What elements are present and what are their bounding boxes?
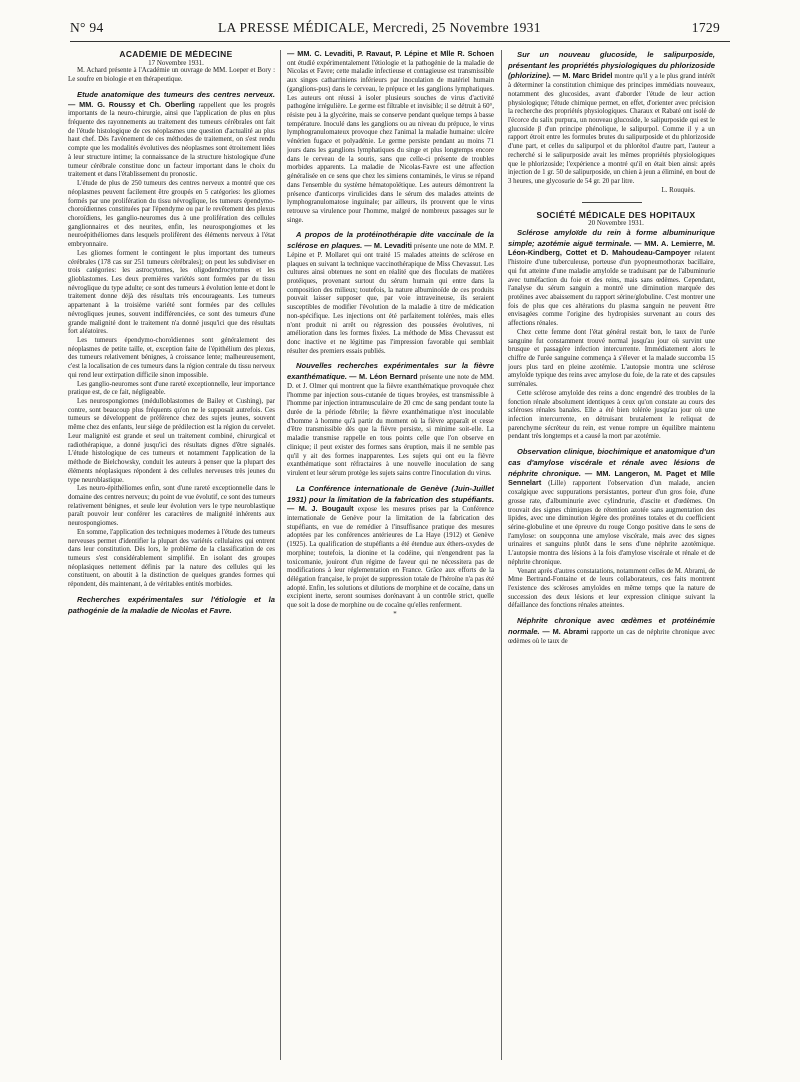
section-title: ACADÉMIE DE MÉDECINE	[119, 50, 233, 59]
article-paragraph	[68, 90, 275, 180]
article-authors: — M. Léon Bernard	[349, 372, 418, 382]
article-title: Etude anatomique des tumeurs des centres nerveux.	[77, 89, 275, 99]
article-paragraph: En somme, l'application des techniques modernes à l'étude des tumeurs nerveuses permet d'identifier la plupart des variétés cellulaires qui entrent dans leur constitution. Dès lors, le problème de la classification de ces tumeurs s'est considérablement simplifié. En isolant des groupes néoplasiques nettement définis par la nature des cellules qui les constituent, on aboutit à la distinction de quelques grandes formes qui répondent, dès maintenant, à de véritables entités morbides.	[68, 528, 275, 589]
column-3	[508, 50, 715, 1060]
article-authors: — M. Abrami	[542, 626, 589, 636]
page-header	[70, 18, 720, 40]
article-paragraph: Les neuro-épithéliomes enfin, sont d'une rareté exceptionnelle dans le domaine des centres nerveux; du point de vue évolutif, ce sont des tumeurs relativement bénignes, et seule leur évolution vers le type neuroblastique paraît pouvoir leur conférer les caractères de malignité inhérents aux neurospongiomes.	[68, 485, 275, 528]
article-paragraph	[68, 595, 275, 616]
article-paragraph	[287, 484, 494, 611]
column-divider	[501, 50, 502, 1060]
article-paragraph: Venant après d'autres constatations, notamment celles de M. Abrami, de Mme Bertrand-Fontaine et de leurs collaborateurs, ces faits montrent l'existence des scléroses amyloïdes en même temps que la nature de succession des deux lésions et leur expression clinique suivant la défaillance des fonctions rénales atteintes.	[508, 567, 715, 610]
article-title: Observation clinique, biochimique et anatomique d'un cas d'amylose viscérale et rénale avec lésions de néphrite chronique.	[508, 447, 715, 478]
article-text: présente une note de MM. D. et J. Olmer qui montrent que la fièvre exanthématique provoquée chez l'homme par injection sous-cutanée de tiques broyées, est transmissible à l'homme par injection intramusculaire de 20 cmc de sang pendant toute la durée de la période fébrile; la fièvre exanthématique n'est inoculable d'homme à homme qu'à partir du moment où la fièvre apparaît et cesse d'être transmissible dès que la fièvre persiste, si minime soit-elle. La maladie transmise rappelle en tous points celle que l'on observe en clinique; il peut exister des formes sans éruption, mais il ne semble pas qu'il y ait des formes inapparentes. Les sujets qui ont eu la fièvre exanthématique sont réfractaires à une nouvelle inoculation de sang virulent et leur sérum protège les sujets sains contre l'inoculation du virus.	[287, 374, 494, 478]
article-authors: — M. J. Bougault	[287, 504, 354, 514]
article-paragraph	[508, 228, 715, 329]
article-text: expose les mesures prises par la Conférence internationale de Genève pour la limitation de la fabrication des stupéfiants, en vue de remédier à l'insuffisance pratique des mesures adoptées par les conférences antérieures de La Haye (1912) et Genève (1925). La qualification de stupéfiants a été étendue aux éthers-oxydes de morphine; toutefois, la dionine et la codéine, qui n'engendrent pas la toxicomanie, jouiront d'un régime de faveur qui ne nécessitera pas de modifications à leur réglementation en France. Grâce aux efforts de la délégation française, le projet de suppression totale de l'héroïne n'a pas été adopté. Enfin, les solutions et dilutions de morphine et de cocaïne, dans un excipient inerte, seront soumises dorénavant à un contrôle strict, quelle que soit la dose de morphine ou de cocaïne qu'elles renferment.	[287, 506, 494, 610]
article-paragraph	[508, 447, 715, 567]
section-divider	[582, 202, 642, 203]
intro-paragraph: M. Achard présente à l'Académie un ouvrage de MM. Loeper et Bory : Le soufre en biologie et en thérapeutique.	[68, 67, 275, 84]
article-text: ont étudié expérimentalement l'étiologie et la pathogénie de la maladie de Nicolas et Favre; cette maladie infectieuse et contagieuse est transmissible aux singes catharriniens inférieurs par inoculation de matériel humain (ganglions-pus) dans le cerveau, le prépuce et les ganglions lymphatiques. Les auteurs ont réussi à isoler plusieurs souches de virus d'activité pathogène irrégulière. Le germe est filtrable et invisible; il se détruit à 60°, résiste peu à la glycérine, mais se conserve pendant quelque temps à basse température. Inoculé dans les ganglions ou au niveau du prépuce, le virus lymphogranulomateux provoque chez l'animal la maladie humaine: ulcère vénérien fugace et polyadénie. Le germe persiste pendant au moins 71 jours dans les ganglions lymphatiques du singe et plus longtemps encore dans le cerveau de la souris, sans que celle-ci présente de troubles morbides apparents. La maladie de Nicolas-Favre est une affection généralisée en ce sens que chez les simiens contaminés, le virus se répand dans l'ensemble du système hématopoïétique. Les auteurs démontrent la présence d'anticorps virulicides dans le sérum des malades atteints de lymphogranulomatose inguinale; par ailleurs, ils prouvent que le virus retrouve sa virulence pour l'homme, malgré de nombreux passages sur le singe.	[287, 59, 494, 224]
article-authors: — MM. A. Lemierre, M. Léon-Kindberg, Cottet et D. Mahoudeau-Campoyer	[508, 238, 715, 258]
article-paragraph	[508, 50, 715, 187]
article-paragraph	[287, 50, 494, 225]
article-authors: — M. Marc Bridel	[552, 71, 613, 81]
article-paragraph: Cette sclérose amyloïde des reins a donc engendré des troubles de la fonction rénale absolument identiques à ceux qu'on constate au cours des scléroses rénales banales. Elle a été bien tolérée jusqu'au jour où une infection intercurrente, en détruisant brutalement le reliquat de parenchyme sécréteur du rein, est venue rompre un équilibre maintenu pendant très longtemps et a causé la mort par azotémie.	[508, 389, 715, 441]
article-paragraph	[287, 361, 494, 478]
header-rule	[70, 41, 730, 42]
article-text: présente une note de MM. P. Lépine et P. Mollaret qui ont traité 15 malades atteints de sclérose en plaques en suivant la technique vaccinothérapique de Miss Chevassut. Les cultures ainsi obtenues ne sont en réalité que des floculats de matières protéiques, provenant surtout du sérum humain qui entre dans la composition des milieux; toutefois, la nature albuminoïde de ces produits pouvait laisser supposer que, par voie intraveineuse, ils seraient susceptibles de modifier l'évolution de la maladie à titre de médication non-spécifique. Les injections ont été parfaitement tolérées, mais elles n'ont produit ni arrêt ou régression des poussées évolutives, ni amélioration dans les formes fixées. La méthode de Miss Chevassut est donc inactive et ne légitime pas l'impression favorable qui semblait résulter des premiers essais publiés.	[287, 243, 494, 355]
article-authors: — M. Levaditi	[364, 241, 412, 251]
section-title: SOCIÉTÉ MÉDICALE DES HOPITAUX	[536, 209, 696, 220]
article-title: Sclérose amyloïde du rein à forme albuminurique simple; azotémie aiguë terminale.	[508, 227, 715, 248]
section-date: 20 Novembre 1931.	[588, 219, 644, 228]
article-text: relatent l'histoire d'une tuberculeuse, porteuse d'un pyopneumothorax bacillaire, qui fut atteinte d'une maladie amyloïde se traduisant par de l'albuminurie avec tuméfaction du foie et des reins, mais sans œdèmes. Cependant, l'analyse du sérum sanguin a montré une diminution marquée des protéines avec abaissement du rapport sérine/globuline. C'est montrer une fois de plus que ces altérations du plasma sanguin ne peuvent être envisagées comme l'origine des hydropisies survenant au cours des affections rénales.	[508, 250, 715, 328]
article-title: A propos de la protéinothérapie dite vaccinale de la sclérose en plaques.	[287, 230, 494, 251]
section-date: 17 Novembre 1931.	[148, 58, 204, 67]
article-text: rappellent que les progrès importants de la neuro-chirurgie, ainsi que l'application de plus en plus fréquente des rayonnements au traitement des tumeurs cérébrales ont fait de l'étude histologique de ces néoplasmes une question d'actualité au plus haut chef. Dès l'avènement de ces méthodes de traitement, on s'est rendu compte que les modalités évolutives des néoplasmes sont étroitement liées à leur structure intime; la connaissance de la structure histologique d'une tumeur cérébrale constitue donc un facteur important dans le choix du traitement et dans l'établissement du pronostic.	[68, 101, 275, 179]
article-title: La Conférence internationale de Genève (Juin-Juillet 1931) pour la limitation de la fabrication des stupéfiants.	[287, 483, 494, 504]
article-paragraph: Les neurospongiomes (médulloblastomes de Bailey et Cushing), par contre, sont beaucoup plus fréquents qu'on ne le supposait autrefois. Ces tumeurs se développent de préférence chez des sujets jeunes, souvent même chez des enfants, leur siège de prédilection est la région du cervelet. Leur malignité est grande et seul un traitement combiné, chirurgical et radiothérapique, a donné jusqu'ici des résultats dignes d'être signalés. L'étude histologique de ces tumeurs et notamment l'application de la méthode de Bielchowsky, conduit les auteurs à penser que la plupart des éléments néoplasiques répondent à des cellules nerveuses très jeunes du type neuroblastique.	[68, 398, 275, 484]
article-text: montre qu'il y a le plus grand intérêt à déterminer la constitution chimique des principes immédiats nouveaux, notamment des glucosides, avant d'aborder l'étude de leur action physiologique; l'étude chimique permet, en effet, d'orienter avec précision la recherche des propriétés physiologiques. Charaux et Rabaté ont isolé de l'écorce du salix purpura, un nouveau glucoside, le salipurposide qui est le glucoside β d'un principe phénolique, le salipurpol. Comme il y a un rapport étroit entre les formules brutes du salipurposide et du phlorizoside d'une part, et celles du salipurpol et du phlorétol d'autre part, l'auteur a recherché si le salipurposide avait les mêmes propriétés physiologiques que le phlorizoside; l'expérience a montré qu'il en était bien ainsi: après injection de 1 gr. 50 de salipurposide, un chien à jeun a éliminé, en bout de 3 heures, une glycosurie de 54 gr. 20 par litre.	[508, 73, 715, 186]
article-paragraph: Les ganglio-neuromes sont d'une rareté exceptionnelle, leur importance pratique est, de ce fait, négligeable.	[68, 380, 275, 397]
article-title: Néphrite chronique avec œdèmes et protéinémie normale.	[508, 616, 715, 636]
article-authors: — MM. Langeron, M. Paget et Mlle Sennelart	[508, 468, 715, 488]
article-title: Sur un nouveau glucoside, le salipurposide, présentant les propriétés physiologiques du phlorizoside (phlorizine).	[508, 50, 715, 81]
article-text: rapporte un cas de néphrite chronique avec œdèmes où le taux de	[508, 628, 715, 645]
column-2	[287, 50, 494, 1060]
article-paragraph	[508, 616, 715, 646]
article-authors: — MM. C. Levaditi, P. Ravaut, P. Lépine et Mlle R. Schoen	[287, 50, 494, 58]
article-text: (Lille) rapportent l'observation d'un malade, ancien coxalgique avec suppurations persistantes, porteur d'un gros foie, d'une grosse rate, d'albuminurie avec cylindrurie, d'ascite et d'œdèmes. On trouvait des signes chimiques de rétention azotée sans augmentation des lipides, avec une diminution légère des protéines totales et du coefficient sérine-globuline et une épreuve du rouge Congo positive dans le sens de l'amylose: on soupçonna une amylose viscérale, mais avec des signes urinaires et sanguins plutôt dans le sens d'une néphrite azotémique. L'autopsie montra des lésions à la fois d'amylose viscérale et rénale et de néphrite chronique.	[508, 480, 715, 566]
article-title: Recherches expérimentales sur l'étiologie et la pathogénie de la maladie de Nicolas et Favre.	[68, 594, 275, 615]
article-paragraph: Les gliomes forment le contingent le plus important des tumeurs cérébrales (178 cas sur 251 tumeurs cérébrales); on peut les subdiviser en trois catégories: les astrocytomes, les oligodendrocytomes et les glioblastomes. Les deux premières variétés sont formées par du tissu névroglique du type adulte; ce sont des tumeurs à évolution lente et dont le traitement donne déjà des résultats très encourageants. Les tumeurs appartenant à la troisième variété sont formées par des cellules névrogliques jeunes, souvent indifférenciées, ce sont des tumeurs d'une grande malignité dont le traitement n'a donné jusqu'ici que des résultats fort aléatoires.	[68, 249, 275, 336]
article-paragraph: L'étude de plus de 250 tumeurs des centres nerveux a montré que ces néoplasmes peuvent facilement être groupés en 5 catégories: les gliomes formés par une prolifération du tissu névroglique, les tumeurs épendymo-choroïdiennes constituées par l'épendyme ou par le revêtement des plexus choroïdiens, les ganglio-neuromes dus à une prolifération des cellules ganglionnaires et des neurites, enfin, les neurospongiomes et les neuroépithéliomes dans lesquels prolifèrent des éléments nerveux à l'état embryonnaire.	[68, 180, 275, 249]
article-paragraph: Chez cette femme dont l'état général restait bon, le taux de l'urée sanguine fut constamment trouvé normal jusqu'au jour où survint une brusque et passagère infection intercurrente. Immédiatement alors le chiffre de l'urée sanguine commença à s'élever et la malade succomba 15 jours plus tard en pleine azotémie. L'autopsie montra une sclérose amyloïde typique des reins avec amylose du foie, de la rate et des capsules surrénales.	[508, 328, 715, 389]
page-number: 1729	[691, 20, 720, 35]
issue-number: N° 94	[70, 20, 104, 35]
end-mark: *	[393, 610, 397, 618]
journal-title: LA PRESSE MÉDICALE, Mercredi, 25 Novembre 1931	[218, 20, 541, 35]
article-paragraph	[287, 230, 494, 356]
signature: L. Rouquès.	[661, 186, 695, 194]
column-divider	[280, 50, 281, 1060]
article-paragraph: Les tumeurs épendymo-choroïdiennes sont généralement des néoplasmes de petite taille, et, exception faite de l'épithélium des plexus, des tumeurs relativement bénignes, à croissance lente; malheureusement, c'est la localisation de ces tumeurs dans la région centrale du tissu nerveux qui rend leur extirpation difficile sinon impossible.	[68, 337, 275, 379]
column-1	[68, 50, 275, 1060]
article-title: Nouvelles recherches expérimentales sur la fièvre exanthématique.	[287, 361, 494, 382]
article-authors: — MM. G. Roussy et Ch. Oberling	[68, 99, 195, 109]
